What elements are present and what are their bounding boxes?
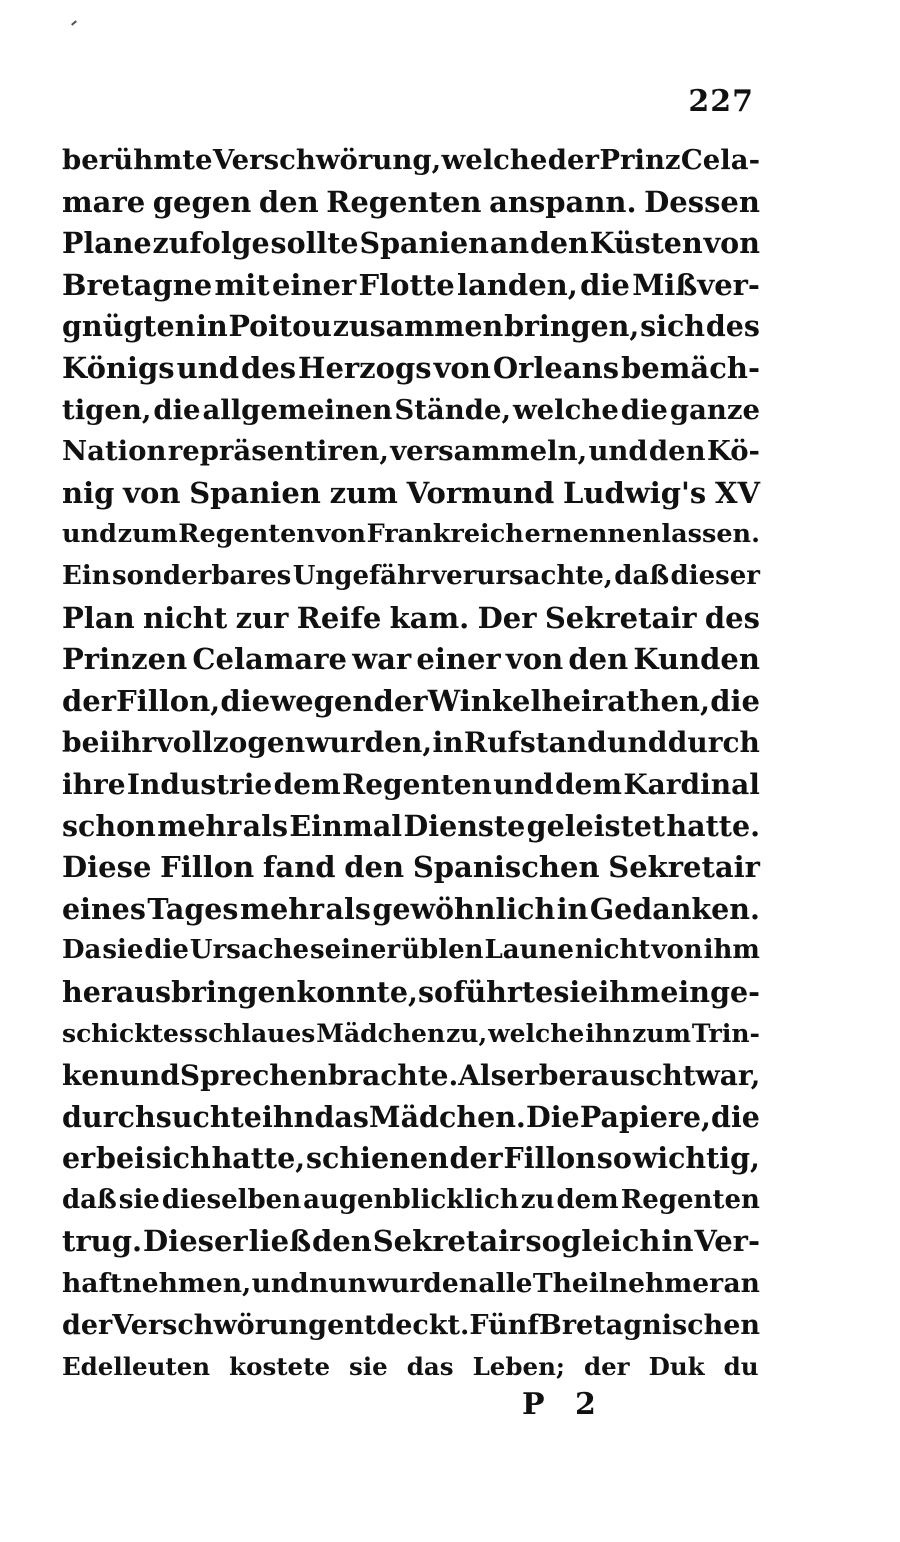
word: Mißver- — [632, 267, 760, 302]
word: welche — [441, 144, 548, 176]
word: schlaues — [194, 1019, 316, 1049]
word: und — [119, 1059, 180, 1093]
word: ihre — [62, 767, 126, 801]
word: Ein — [62, 560, 111, 591]
text-line — [62, 556, 760, 598]
word: der — [62, 683, 117, 718]
word: führte — [453, 974, 554, 1009]
word: des — [704, 600, 760, 635]
text-line — [62, 1180, 760, 1222]
word: versammeln, — [390, 435, 588, 468]
word: Bretagnischen — [539, 1309, 761, 1341]
word: Prinz — [599, 144, 681, 176]
word: Kö- — [706, 435, 760, 468]
text-line — [62, 431, 760, 473]
word: Herzogs — [298, 350, 432, 385]
word: durch — [667, 726, 760, 760]
word: Duk — [648, 1352, 705, 1382]
word: landen, — [457, 267, 578, 302]
text-line — [62, 306, 760, 348]
word: zum — [632, 1019, 691, 1049]
word: von — [703, 226, 760, 261]
word: Nation — [62, 435, 167, 468]
word: Theilnehmer — [532, 1268, 724, 1300]
text-line — [62, 1055, 760, 1097]
word: wurden, — [305, 726, 433, 760]
word: Edelleuten — [62, 1352, 211, 1382]
word: Da — [62, 935, 102, 966]
word: Industrie — [126, 767, 273, 801]
word: ihr — [110, 726, 157, 760]
word: Als — [458, 1059, 507, 1093]
word: Cela- — [680, 144, 760, 176]
word: nun — [309, 1268, 367, 1300]
word: schicktes — [62, 1019, 194, 1049]
word: mehr — [239, 891, 325, 926]
word: gewöhnlich — [372, 891, 556, 926]
word: Frankreich — [366, 519, 524, 550]
word: Küsten — [589, 226, 703, 261]
signature-mark: P 2 — [522, 1387, 606, 1422]
word: sich — [640, 309, 706, 344]
word: ihm — [598, 974, 661, 1009]
word: der — [547, 144, 599, 176]
text-line — [62, 182, 760, 224]
word: und — [607, 726, 668, 760]
word: bringen, — [504, 309, 640, 344]
word: Tages — [147, 891, 239, 926]
word: des — [241, 350, 297, 385]
text-line — [62, 223, 760, 265]
word: das — [314, 1099, 369, 1134]
word: wurden — [367, 1268, 478, 1300]
word: mehr — [157, 808, 242, 843]
text-line — [62, 1013, 760, 1055]
word: so — [418, 974, 454, 1009]
word: und — [251, 1268, 309, 1300]
word: lassen. — [661, 519, 760, 550]
text-line — [62, 514, 760, 556]
word: der — [373, 683, 428, 718]
word: Königs — [62, 350, 175, 385]
word: er — [506, 1059, 539, 1093]
word: Regenten — [178, 519, 315, 550]
text-line — [62, 806, 760, 848]
word: stand — [519, 726, 607, 760]
word: Diese — [62, 850, 152, 885]
word: repräsentiren, — [167, 435, 389, 468]
word: wichtig, — [632, 1141, 760, 1176]
word: XV — [714, 475, 760, 510]
word: der — [583, 1352, 630, 1382]
word: Poitou — [228, 309, 332, 344]
word: schon — [62, 808, 156, 843]
word: gnügten — [62, 309, 196, 344]
word: üblen — [401, 935, 484, 966]
word: sie — [102, 935, 144, 966]
word: Fillon — [160, 850, 255, 885]
text-line — [62, 348, 760, 390]
word: berühmte — [62, 144, 213, 176]
word: des — [705, 309, 760, 344]
word: Fillon — [503, 1141, 596, 1176]
word: anspann. — [489, 184, 637, 219]
word: Orleans — [492, 350, 620, 385]
word: einer — [416, 642, 501, 677]
word: an — [489, 226, 530, 261]
word: fand — [262, 850, 336, 885]
word: war, — [695, 1059, 761, 1093]
word: eines — [62, 891, 146, 926]
word: als — [325, 891, 371, 926]
text-line — [62, 265, 760, 307]
word: von — [123, 475, 181, 510]
word: ihn — [585, 1019, 632, 1049]
word: Ruf — [463, 726, 520, 760]
word: kostete — [229, 1352, 331, 1382]
text-line — [62, 1263, 760, 1305]
word: entdeckt. — [327, 1309, 470, 1341]
word: das — [406, 1352, 454, 1382]
word: und — [176, 350, 240, 385]
word: zur — [235, 600, 289, 635]
text-line — [62, 972, 760, 1014]
word: Papiere, — [579, 1099, 711, 1134]
word: den — [648, 435, 706, 468]
word: Ungefähr — [292, 560, 430, 591]
word: war — [352, 642, 412, 677]
word: als — [242, 808, 289, 843]
word: bemäch- — [621, 350, 760, 385]
word: den — [568, 642, 629, 677]
text-line — [62, 889, 760, 931]
word: kam. — [389, 600, 470, 635]
text-line — [62, 847, 760, 889]
word: Regenten — [341, 767, 492, 801]
word: ge- — [710, 974, 760, 1009]
text-line — [62, 764, 760, 806]
word: und — [588, 435, 648, 468]
text-line — [62, 681, 760, 723]
word: Dienste — [403, 808, 526, 843]
word: Gedanken. — [589, 891, 760, 926]
word: zum — [117, 519, 178, 550]
word: in — [432, 726, 464, 760]
word: welche — [512, 393, 619, 426]
word: Dieser — [143, 1224, 248, 1259]
text-line — [62, 639, 760, 681]
word: Dessen — [644, 184, 760, 219]
text-line — [62, 1346, 760, 1388]
text-line — [62, 1097, 760, 1139]
word: zu — [520, 1184, 555, 1215]
word: Winkelheirathen, — [427, 683, 711, 718]
word: Sekretair — [544, 600, 697, 635]
word: von — [651, 935, 703, 966]
word: die — [620, 393, 668, 426]
word: ganze — [669, 393, 760, 426]
word: die — [220, 683, 271, 718]
word: Celamare — [192, 642, 347, 677]
word: sich — [145, 1141, 211, 1176]
word: ein — [660, 974, 710, 1009]
word: die — [711, 1099, 760, 1134]
word: die — [710, 683, 760, 718]
word: hatte, — [211, 1141, 306, 1176]
word: sie — [349, 1352, 388, 1382]
word: trug. — [62, 1224, 143, 1259]
word: dem — [273, 767, 341, 801]
word: alle — [478, 1268, 533, 1300]
word: durchsuchte — [62, 1099, 262, 1134]
word: zum — [329, 475, 398, 510]
word: ihm — [703, 935, 760, 966]
word: Spanischen — [412, 850, 600, 885]
word: Ludwig's — [563, 475, 707, 510]
word: vollzogen — [156, 726, 306, 760]
word: daß — [614, 560, 670, 591]
word: in — [556, 891, 589, 926]
word: brachte. — [327, 1059, 459, 1093]
word: sie — [118, 1184, 160, 1215]
word: Ver- — [694, 1224, 760, 1259]
word: sogleich — [525, 1224, 661, 1259]
word: die — [144, 935, 189, 966]
word: zusammen — [332, 309, 504, 344]
word: zu, — [446, 1019, 488, 1049]
word: und — [62, 519, 117, 550]
word: von — [433, 350, 491, 385]
word: sie — [553, 974, 599, 1009]
word: mit — [214, 267, 270, 302]
word: gegen — [152, 184, 252, 219]
word: konnte, — [296, 974, 418, 1009]
word: in — [196, 309, 228, 344]
word: schienen — [306, 1141, 449, 1176]
word: welche — [488, 1019, 585, 1049]
word: herausbringen — [62, 974, 297, 1009]
word: hatte. — [666, 808, 760, 843]
word: allgemeinen — [202, 393, 393, 426]
word: Laune — [484, 935, 574, 966]
word: Kunden — [633, 642, 760, 677]
word: nicht — [143, 600, 228, 635]
word: nig — [62, 475, 115, 510]
word: der — [62, 1309, 113, 1341]
word: zufolge — [152, 226, 270, 261]
word: Spanien — [189, 475, 321, 510]
text-line — [62, 1138, 760, 1180]
text-line — [62, 722, 760, 764]
word: tigen, — [62, 393, 152, 426]
word: bei — [62, 726, 111, 760]
word: von — [315, 519, 366, 550]
word: und — [493, 767, 554, 801]
word: Verschwörung, — [212, 144, 442, 176]
word: ließ — [248, 1224, 312, 1259]
text-line — [62, 598, 760, 640]
word: augenblicklich — [303, 1184, 519, 1215]
body-text — [62, 140, 760, 1388]
word: Fünf — [469, 1309, 539, 1341]
word: Fillon, — [116, 683, 221, 718]
word: berauscht — [538, 1059, 696, 1093]
word: bei — [96, 1141, 145, 1176]
word: dieser — [670, 560, 760, 591]
word: nicht — [574, 935, 651, 966]
word: Regenten — [620, 1184, 760, 1215]
word: Mädchen. — [369, 1099, 526, 1134]
word: die — [153, 393, 201, 426]
word: verursachte, — [431, 560, 613, 591]
word: haft — [62, 1268, 123, 1300]
word: Spanien — [359, 226, 489, 261]
word: Verschwörung — [112, 1309, 328, 1341]
word: Plane — [62, 226, 152, 261]
word: Der — [477, 600, 537, 635]
word: den — [344, 850, 405, 885]
word: mare — [62, 184, 146, 219]
word: Sprechen — [179, 1059, 328, 1093]
word: Sekretair — [608, 850, 760, 885]
word: den — [258, 184, 319, 219]
word: dieselben — [161, 1184, 302, 1215]
word: Vormund — [406, 475, 555, 510]
word: so — [596, 1141, 632, 1176]
word: wegen — [270, 683, 374, 718]
word: Stände, — [394, 393, 512, 426]
word: dem — [556, 1184, 619, 1215]
word: Leben; — [472, 1352, 565, 1382]
word: Trin- — [691, 1019, 760, 1049]
word: an — [723, 1268, 760, 1300]
word: Ursache — [189, 935, 310, 966]
word: einer — [271, 267, 357, 302]
word: ken — [62, 1059, 120, 1093]
word: den — [530, 226, 589, 261]
text-line — [62, 1221, 760, 1263]
word: Prinzen — [62, 642, 188, 677]
word: sollte — [270, 226, 359, 261]
word: dem — [554, 767, 622, 801]
text-line — [62, 473, 760, 515]
word: nehmen, — [122, 1268, 252, 1300]
word: Reife — [296, 600, 382, 635]
word: der — [449, 1141, 503, 1176]
word: ernennen — [524, 519, 661, 550]
word: du — [723, 1352, 759, 1382]
word: Flotte — [358, 267, 455, 302]
word: Die — [525, 1099, 580, 1134]
word: Mädchen — [316, 1019, 446, 1049]
word: in — [661, 1224, 694, 1259]
word: Kardinal — [623, 767, 760, 801]
word: daß — [62, 1184, 117, 1215]
stray-ink-mark — [71, 20, 77, 25]
word: Bretagne — [62, 267, 213, 302]
word: Plan — [62, 600, 135, 635]
word: Sekretair — [372, 1224, 525, 1259]
word: er — [62, 1141, 96, 1176]
text-line — [62, 140, 760, 182]
text-line — [62, 390, 760, 432]
text-line — [62, 930, 760, 972]
word: die — [580, 267, 630, 302]
page-number: 227 — [688, 84, 754, 119]
word: Regenten — [326, 184, 482, 219]
word: den — [312, 1224, 372, 1259]
word: von — [505, 642, 564, 677]
text-line — [62, 1305, 760, 1347]
word: sonderbares — [112, 560, 292, 591]
word: geleistet — [526, 808, 666, 843]
word: seiner — [309, 935, 401, 966]
word: Einmal — [289, 808, 403, 843]
word: ihn — [262, 1099, 315, 1134]
